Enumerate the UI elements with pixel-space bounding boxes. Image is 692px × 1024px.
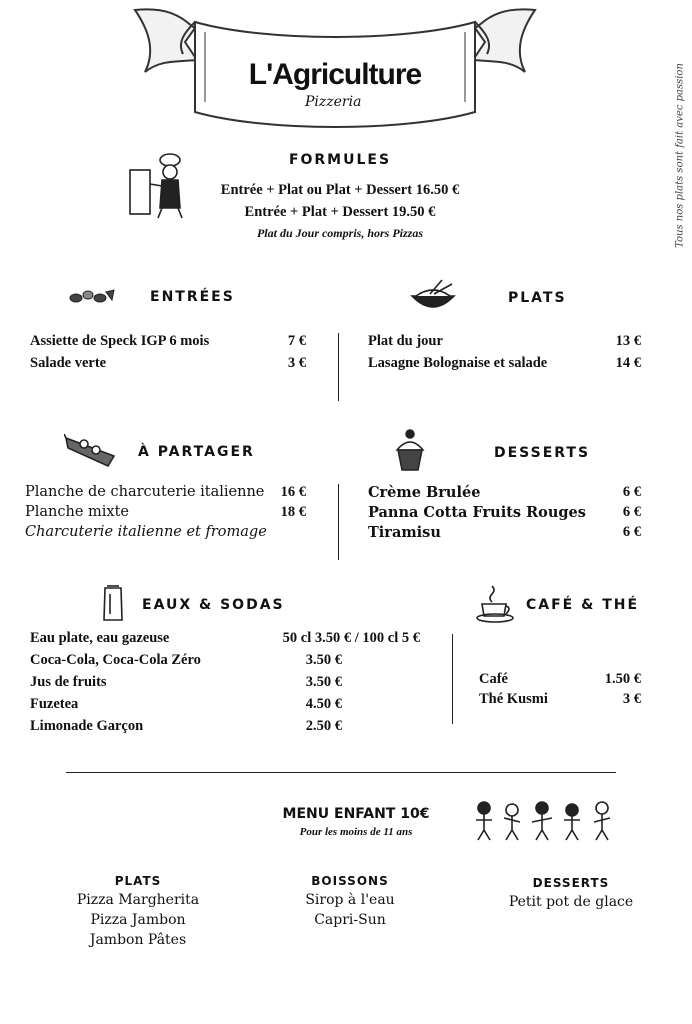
eaux-item-4: Fuzetea xyxy=(30,696,79,712)
entree-item-1: Assiette de Speck IGP 6 mois xyxy=(30,333,210,349)
enfant-note: Pour les moins de 11 ans xyxy=(299,826,413,838)
soda-can-icon xyxy=(102,584,124,624)
partager-heading: À PARTAGER xyxy=(138,444,255,460)
entree-price-1: 7 € xyxy=(287,333,306,349)
enfant-desserts-heading: DESSERTS xyxy=(532,876,610,890)
partager-note: Charcuterie italienne et fromage xyxy=(25,524,267,540)
divider-entrees-plats xyxy=(338,333,339,401)
formule-line-2: Entrée + Plat + Dessert 19.50 € xyxy=(244,204,436,220)
plat-item-2: Lasagne Bolognaise et salade xyxy=(368,355,548,371)
eaux-item-1: Eau plate, eau gazeuse xyxy=(30,630,170,646)
section-divider xyxy=(66,772,616,773)
enfant-plat-3: Jambon Pâtes xyxy=(89,932,187,948)
eaux-price-2: 3.50 € xyxy=(305,652,342,668)
partager-price-2: 18 € xyxy=(280,504,306,520)
cafe-price-1: 1.50 € xyxy=(604,671,641,687)
formule-note: Plat du Jour compris, hors Pizzas xyxy=(256,226,424,240)
dessert-item-1: Crème Brulée xyxy=(368,484,481,501)
entree-item-2: Salade verte xyxy=(30,355,107,371)
chef-icon xyxy=(126,150,188,222)
eaux-item-2: Coca-Cola, Coca-Cola Zéro xyxy=(30,652,201,668)
entree-price-2: 3 € xyxy=(287,355,306,371)
cafe-price-2: 3 € xyxy=(622,691,641,707)
enfant-boissons-heading: BOISSONS xyxy=(311,874,389,888)
cafe-heading: CAFÉ & THÉ xyxy=(526,597,640,613)
cafe-item-2: Thé Kusmi xyxy=(479,691,548,707)
enfant-heading: MENU ENFANT 10€ xyxy=(282,806,430,822)
eaux-price-4: 4.50 € xyxy=(305,696,342,712)
eaux-item-5: Limonade Garçon xyxy=(30,718,144,734)
children-icon xyxy=(470,798,620,844)
eaux-item-3: Jus de fruits xyxy=(30,674,107,690)
partager-price-1: 16 € xyxy=(280,484,306,500)
enfant-dessert-1: Petit pot de glace xyxy=(508,894,634,910)
partager-item-1: Planche de charcuterie italienne xyxy=(25,484,265,500)
dessert-item-2: Panna Cotta Fruits Rouges xyxy=(368,504,586,521)
enfant-boisson-1: Sirop à l'eau xyxy=(305,892,395,908)
restaurant-title: L'Agriculture xyxy=(248,58,422,91)
desserts-heading: DESSERTS xyxy=(494,445,591,461)
eaux-price-3: 3.50 € xyxy=(305,674,342,690)
eaux-heading: EAUX & SODAS xyxy=(142,597,285,613)
plat-price-1: 13 € xyxy=(615,333,641,349)
plat-price-2: 14 € xyxy=(615,355,641,371)
charcuterie-icon xyxy=(66,286,116,306)
coffee-cup-icon xyxy=(474,584,516,624)
enfant-boisson-2: Capri-Sun xyxy=(314,912,386,928)
plats-heading: PLATS xyxy=(508,290,567,306)
side-note: Tous nos plats sont fait avec passion xyxy=(674,63,686,248)
side-note-container xyxy=(670,40,690,280)
eaux-price-1: 50 cl 3.50 € / 100 cl 5 € xyxy=(282,630,420,646)
eaux-price-5: 2.50 € xyxy=(305,718,342,734)
formule-line-1: Entrée + Plat ou Plat + Dessert 16.50 € xyxy=(220,182,460,198)
divider-eaux-cafe xyxy=(452,634,453,724)
formules-heading: FORMULES xyxy=(288,152,392,168)
enfant-plat-1: Pizza Margherita xyxy=(76,892,200,908)
divider-partager-desserts xyxy=(338,484,339,560)
cupcake-icon xyxy=(393,428,427,472)
partager-item-2: Planche mixte xyxy=(25,504,129,520)
dessert-item-3: Tiramisu xyxy=(368,524,441,541)
enfant-plat-2: Pizza Jambon xyxy=(90,912,186,928)
dessert-price-2: 6 € xyxy=(622,504,641,520)
dessert-price-3: 6 € xyxy=(622,524,641,540)
dessert-price-1: 6 € xyxy=(622,484,641,500)
pasta-bowl-icon xyxy=(408,278,458,314)
cafe-item-1: Café xyxy=(479,671,508,687)
entrees-heading: ENTRÉES xyxy=(150,289,235,305)
enfant-plats-heading: PLATS xyxy=(114,874,162,888)
restaurant-subtitle: Pizzeria xyxy=(305,94,362,110)
plat-item-1: Plat du jour xyxy=(368,333,443,349)
cutting-board-icon xyxy=(64,430,120,468)
